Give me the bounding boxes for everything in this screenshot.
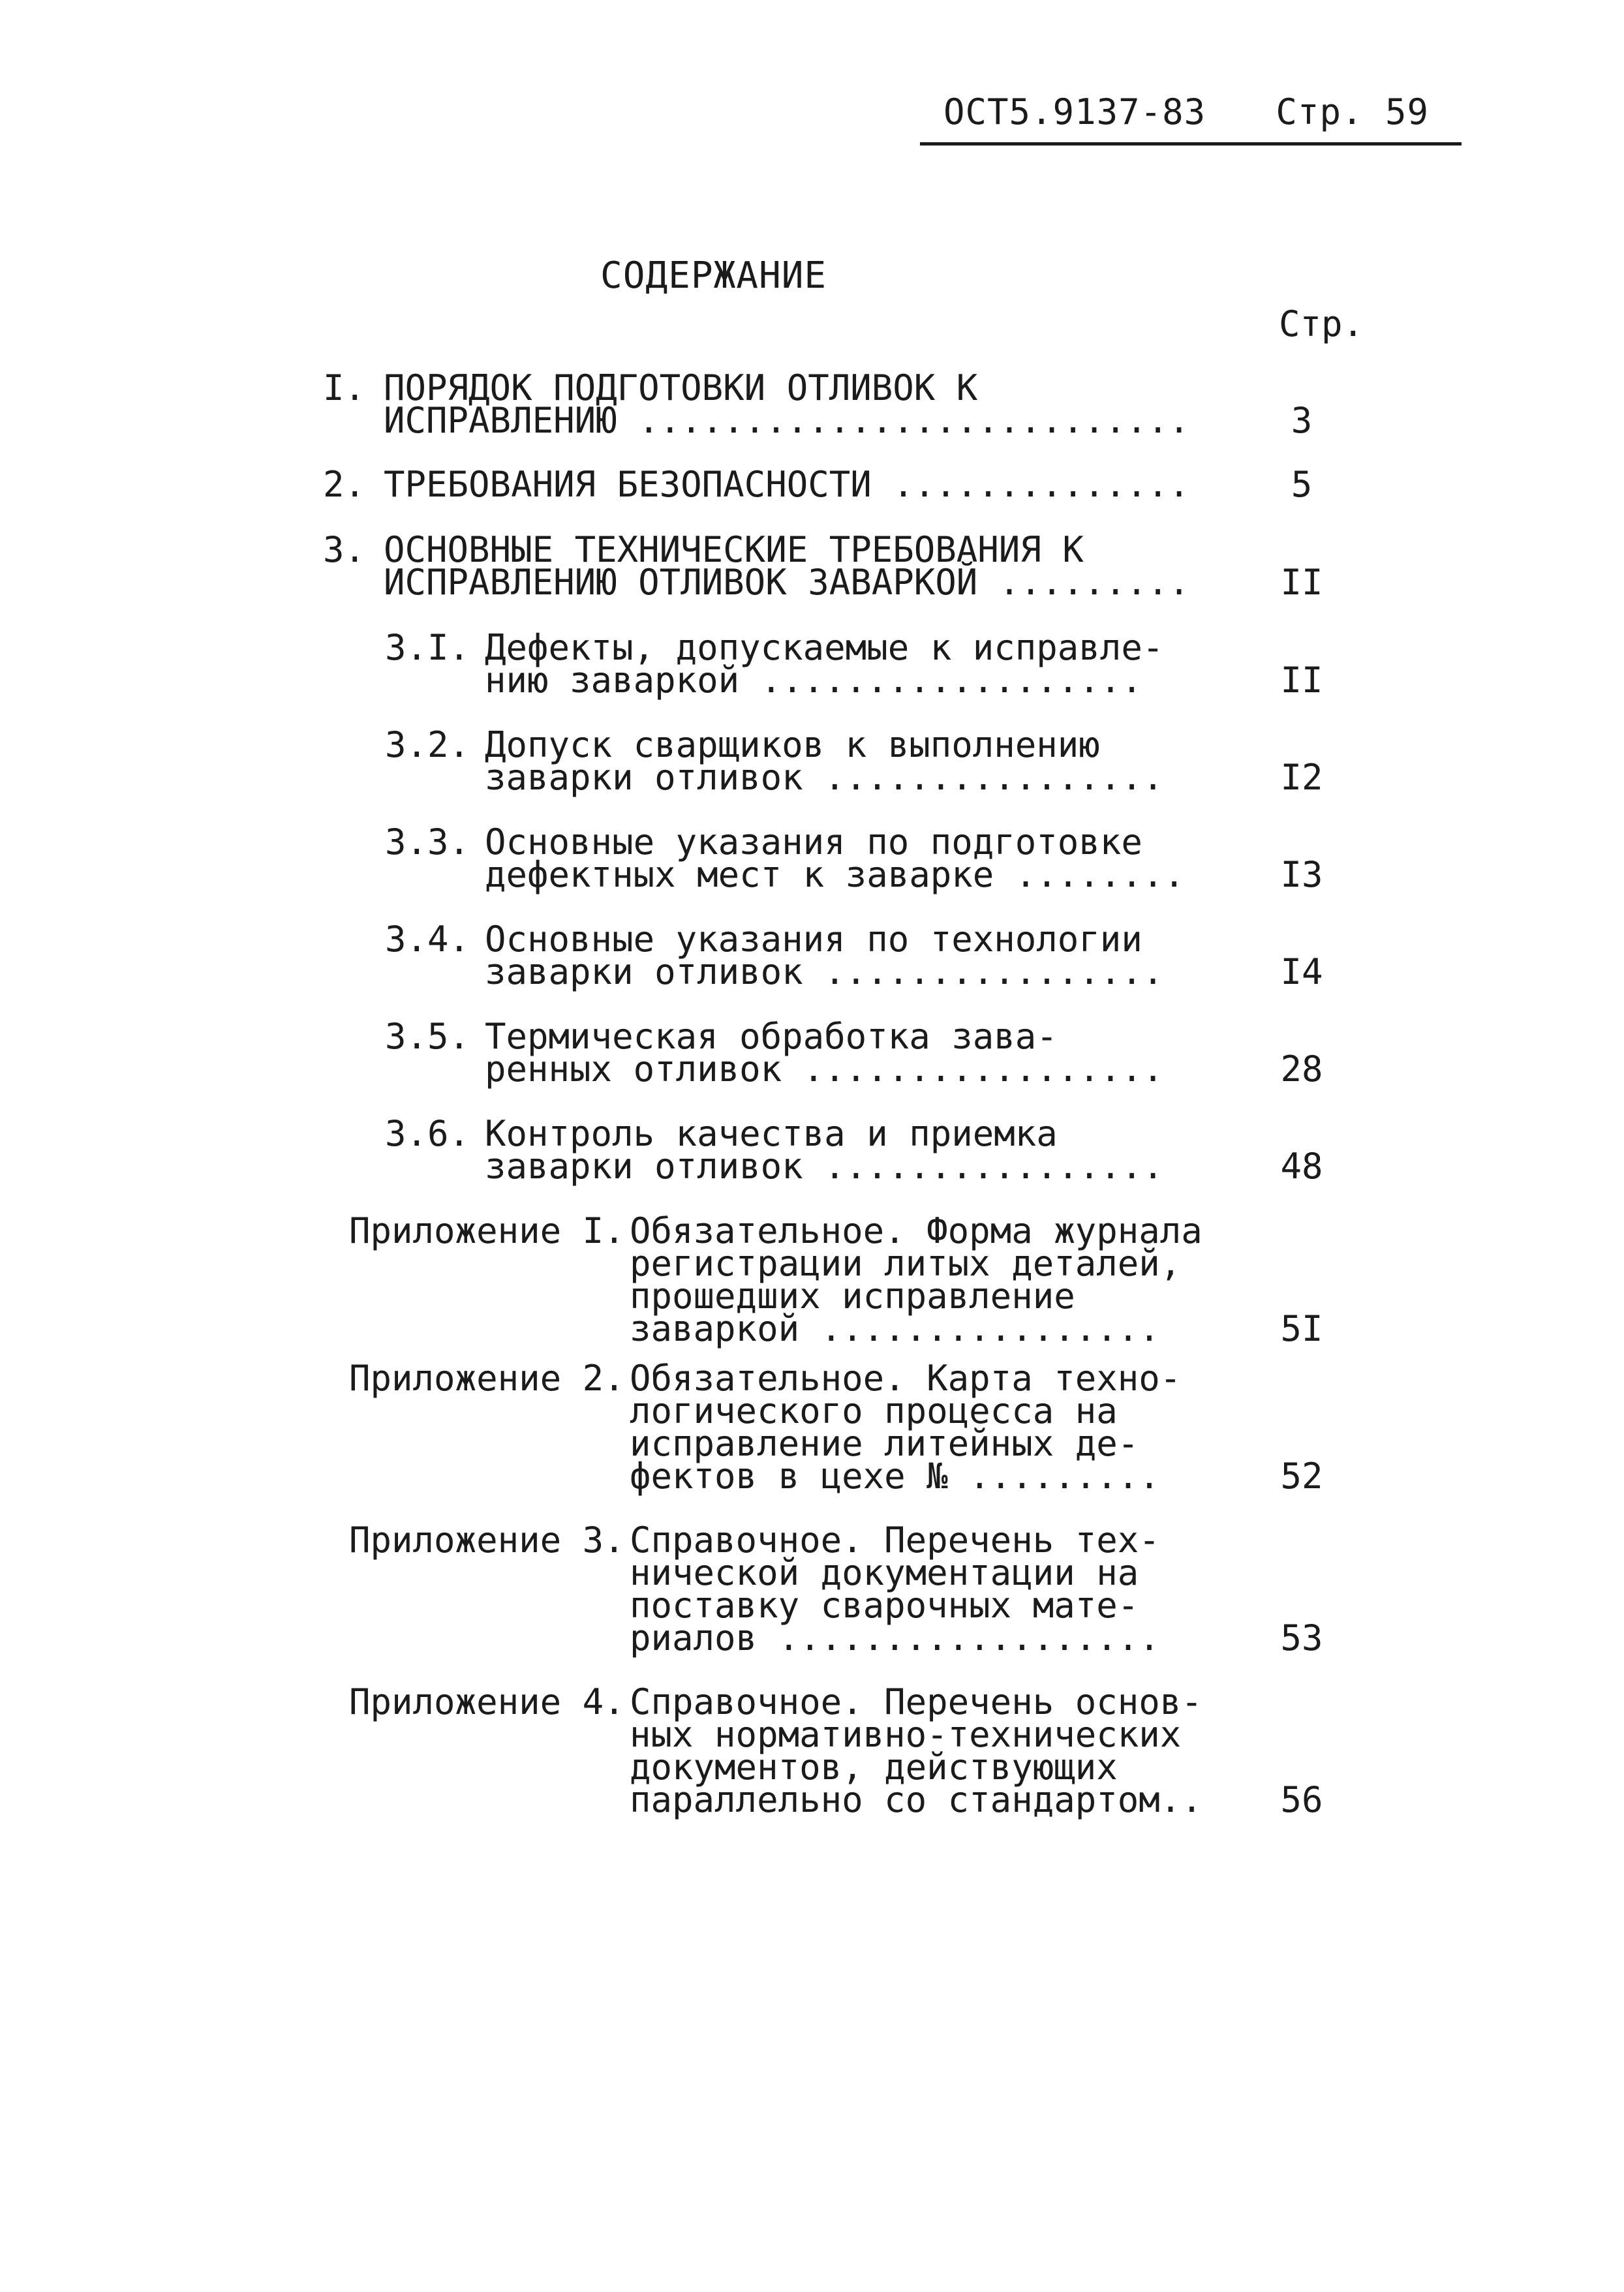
toc-entry-page: I4 <box>1280 951 1323 992</box>
toc-entry-page: 56 <box>1280 1779 1323 1820</box>
toc-entry-page: I2 <box>1280 757 1323 798</box>
toc-entry-number: Приложение 4. <box>349 1681 625 1722</box>
toc-entry-text: Основные указания по подготовке дефектных мест к заварке ........ <box>485 821 1185 895</box>
toc-entry-3 <box>323 529 1341 603</box>
toc-entry-page: 3 <box>1291 400 1313 441</box>
toc-entry-3-6 <box>385 1113 1341 1187</box>
toc-entry-page: 5I <box>1280 1308 1323 1349</box>
toc-entry-text: Дефекты, допускаемые к исправле- нию заваркой .................. <box>485 627 1164 701</box>
page-column-label: Стр. <box>1279 303 1364 344</box>
toc-appendix-4 <box>349 1681 1341 1820</box>
toc-entry-page: II <box>1280 562 1323 603</box>
toc-entry-text: Основные указания по технологии заварки отливок ................ <box>485 919 1164 992</box>
toc-entry-2 <box>323 464 1341 505</box>
toc-appendix-3 <box>349 1520 1341 1658</box>
toc-entry-page: 28 <box>1280 1048 1323 1090</box>
page-number-label: Стр. 59 <box>1276 91 1429 132</box>
toc-entry-text: Обязательное. Форма журнала регистрации литых деталей, прошедших исправление заваркой ................ <box>630 1210 1203 1349</box>
toc-entry-page: 48 <box>1280 1146 1323 1187</box>
toc-entry-text: Контроль качества и приемка заварки отливок ................ <box>485 1113 1164 1187</box>
toc-entry-number: 3.2. <box>385 724 470 765</box>
toc-entry-3-5 <box>385 1016 1341 1090</box>
toc-entry-number: Приложение I. <box>349 1210 625 1251</box>
toc-entry-3-1 <box>385 627 1341 701</box>
toc-entry-number: I. <box>323 367 366 408</box>
toc-entry-text: Допуск сварщиков к выполнению заварки отливок ................ <box>485 724 1164 798</box>
toc-entry-3-4 <box>385 919 1341 992</box>
toc-entry-text: Обязательное. Карта техно- логического процесса на исправление литейных де- фектов в цехе № ......... <box>630 1358 1182 1497</box>
toc-entry-3-3 <box>385 821 1341 895</box>
toc-entry-page: II <box>1280 660 1323 701</box>
toc-entry-page: 5 <box>1291 464 1313 505</box>
toc-entry-number: 3.5. <box>385 1016 470 1057</box>
toc-entry-text: ТРЕБОВАНИЯ БЕЗОПАСНОСТИ .............. <box>384 464 1190 505</box>
toc-appendix-2 <box>349 1358 1341 1497</box>
toc-entry-number: Приложение 3. <box>349 1520 625 1561</box>
toc-entry-3-2 <box>385 724 1341 798</box>
toc-entry-number: 3. <box>323 529 366 570</box>
toc-appendix-1 <box>349 1210 1341 1349</box>
toc-entry-number: 3.3. <box>385 821 470 863</box>
toc-entry-number: Приложение 2. <box>349 1358 625 1399</box>
toc-entry-page: 53 <box>1280 1617 1323 1658</box>
document-code: ОСТ5.9137-83 <box>943 91 1206 132</box>
page-header <box>920 91 1462 145</box>
toc-entry-number: 3.I. <box>385 627 470 668</box>
toc-title: СОДЕРЖАНИЕ <box>600 254 827 297</box>
toc-entry-text: ПОРЯДОК ПОДГОТОВКИ ОТЛИВОК К ИСПРАВЛЕНИЮ .......................... <box>384 367 1190 441</box>
toc-entry-number: 3.4. <box>385 919 470 960</box>
toc-entry-number: 2. <box>323 464 366 505</box>
toc-entry-text: ОСНОВНЫЕ ТЕХНИЧЕСКИЕ ТРЕБОВАНИЯ К ИСПРАВЛЕНИЮ ОТЛИВОК ЗАВАРКОЙ ......... <box>384 529 1190 603</box>
toc-entry-page: I3 <box>1280 854 1323 895</box>
toc-entry-number: 3.6. <box>385 1113 470 1154</box>
toc-entry-page: 52 <box>1280 1456 1323 1497</box>
toc-entry-text: Термическая обработка зава- ренных отливок ................. <box>485 1016 1164 1090</box>
toc-entry-text: Справочное. Перечень основ- ных нормативно-технических документов, действующих параллельно со стандартом.. <box>630 1681 1203 1820</box>
toc-entry-text: Справочное. Перечень тех- нической документации на поставку сварочных мате- риалов .................. <box>630 1520 1160 1658</box>
toc-entry-1 <box>323 367 1341 441</box>
